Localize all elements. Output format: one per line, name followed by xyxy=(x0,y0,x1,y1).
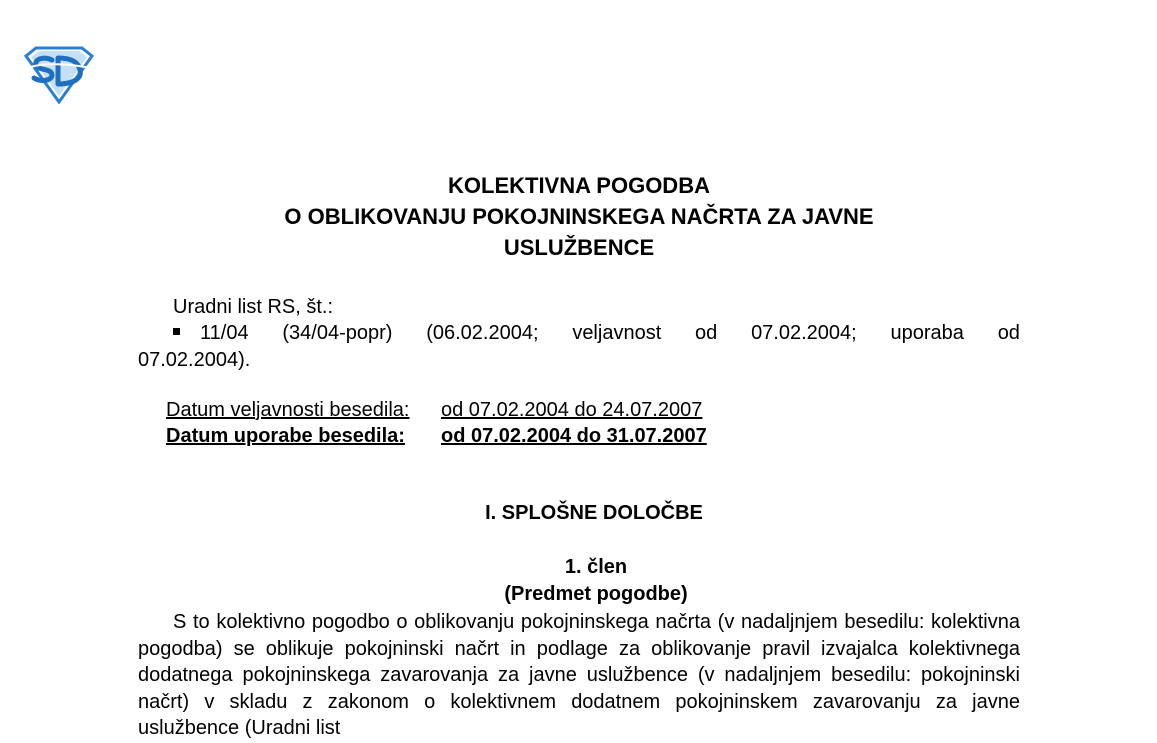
gazette-entry-line-2: 07.02.2004). xyxy=(138,349,251,371)
title-line-2: O OBLIKOVANJU POKOJNINSKEGA NAČRTA ZA JAVNE xyxy=(284,204,874,229)
gazette-label: Uradni list RS, št.: xyxy=(173,296,334,318)
title-line-3: USLUŽBENCE xyxy=(503,235,655,260)
title-line-1: KOLEKTIVNA POGODBA xyxy=(448,173,710,198)
use-date-row xyxy=(166,423,707,449)
gazette-entry-correction: (34/04-popr) xyxy=(282,322,393,344)
gazette-entry-word: uporaba xyxy=(890,322,964,344)
gazette-entry-word: veljavnost xyxy=(572,322,662,344)
article-subject: (Predmet pogodbe) xyxy=(504,583,688,605)
article-number: 1. člen xyxy=(564,556,628,578)
gazette-entry-word: 07.02.2004; xyxy=(751,322,857,344)
validity-date-value: od 07.02.2004 do 24.07.2007 xyxy=(441,399,703,421)
gazette-entry-word: od xyxy=(695,322,718,344)
gazette-entry xyxy=(138,320,1020,374)
sd-logo-icon xyxy=(22,46,96,104)
section-heading: I. SPLOŠNE DOLOČBE xyxy=(485,502,703,524)
use-date-value: od 07.02.2004 do 31.07.2007 xyxy=(441,425,707,447)
gazette-entry-number-group xyxy=(173,320,249,347)
gazette-entry-date: (06.02.2004; xyxy=(426,322,539,344)
text-dates xyxy=(166,397,707,449)
document-title xyxy=(138,170,1020,263)
article-body: S to kolektivno pogodbo o oblikovanju pokojninskega načrta (v nadaljnjem besedilu: kolektivna pogodba) se oblikuje pokojninski načrt in podlage za oblikovanje pravil izvajalca kolektivnega dodatnega pokojninskega zavarovanja za javne uslužbence (v nadaljnjem besedilu: pokojninski načrt) v skladu z zakonom o kolektivnem dodatnem pokojninskem zavarovanju za javne uslužbence (Uradni list xyxy=(138,611,1020,739)
gazette-entry-number: 11/04 xyxy=(200,322,249,344)
gazette-entry-line-1 xyxy=(138,320,1020,347)
use-date-label: Datum uporabe besedila: xyxy=(166,425,405,447)
validity-date-label: Datum veljavnosti besedila: xyxy=(166,399,410,421)
bullet-icon xyxy=(173,328,180,335)
gazette-entry-word: od xyxy=(997,322,1020,344)
validity-date-row xyxy=(166,397,707,423)
